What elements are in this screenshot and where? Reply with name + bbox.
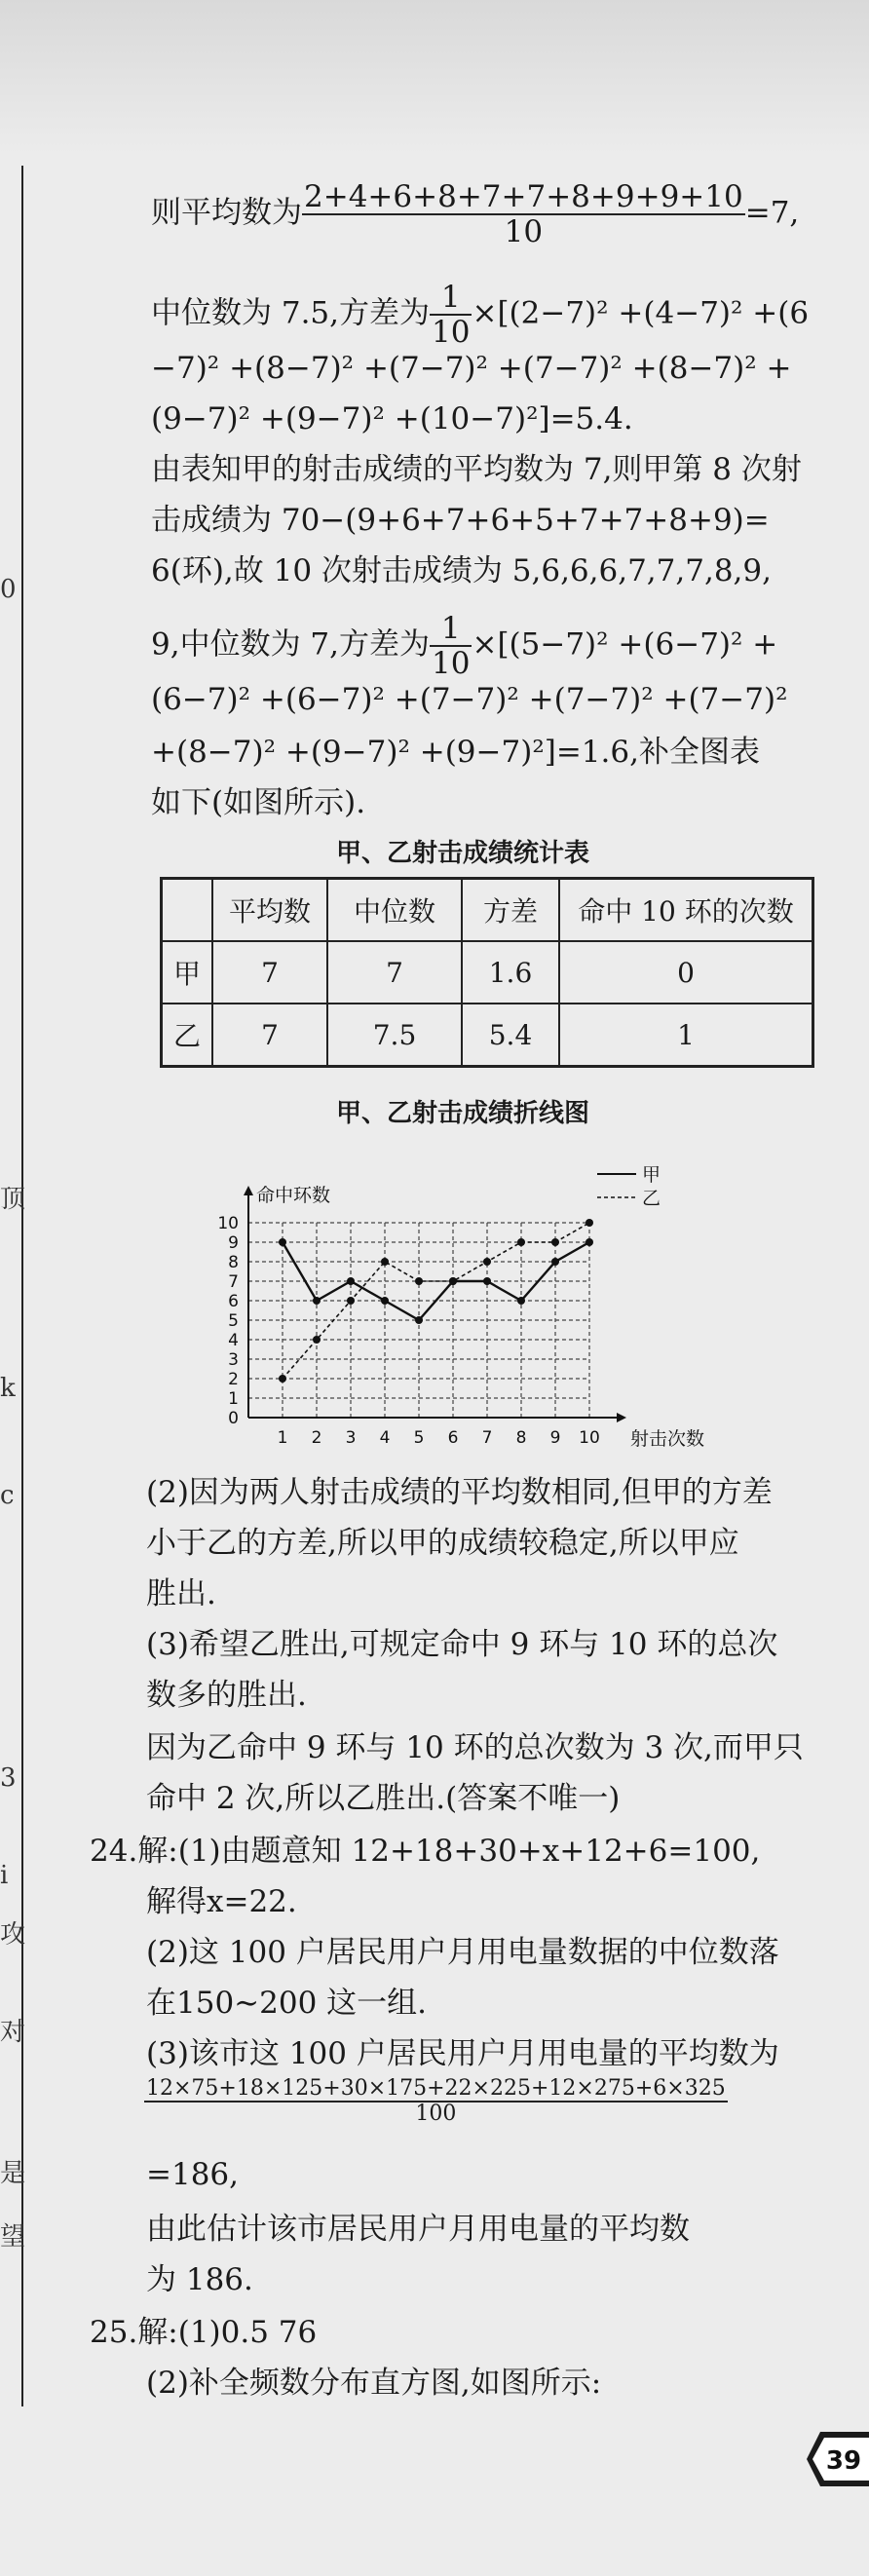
y-tick-label: 10 (217, 1214, 239, 1233)
margin-char: 是 (0, 2159, 26, 2188)
page-number: 39 (825, 2446, 862, 2476)
left-margin-rule (21, 166, 23, 2406)
text-line: (2)补全频数分布直方图,如图所示: (146, 2366, 602, 2401)
text-line: 为 186. (146, 2262, 253, 2297)
table-cell: 1.6 (462, 941, 559, 1004)
text-line: −7)² +(8−7)² +(7−7)² +(7−7)² +(8−7)² + (151, 351, 792, 386)
data-point-乙 (449, 1277, 457, 1285)
y-tick-label: 6 (228, 1292, 239, 1311)
margin-char: c (0, 1481, 15, 1510)
table-header-cell: 命中 10 环的次数 (559, 879, 813, 942)
question-25-line: 25.解:(1)0.5 76 (90, 2315, 318, 2350)
table-cell: 7 (212, 1004, 327, 1067)
text-line: 则平均数为 $\frac{2+4+6+8+7+7+8+9+9+10}{10}$ =7, (151, 179, 800, 250)
text-line: 小于乙的方差,所以甲的成绩较稳定,所以甲应 (146, 1526, 739, 1561)
margin-char: 对 (0, 2018, 26, 2047)
y-tick-label: 1 (228, 1389, 239, 1409)
margin-char: i (0, 1861, 9, 1890)
page-number-badge (807, 2430, 869, 2488)
x-tick-label: 1 (277, 1428, 288, 1448)
table-header-cell: 中位数 (327, 879, 462, 942)
data-point-乙 (586, 1219, 593, 1227)
x-tick-label: 4 (379, 1428, 391, 1448)
margin-char: 顶 (0, 1185, 26, 1214)
text-line: +(8−7)² +(9−7)² +(9−7)²]=1.6,补全图表 (151, 735, 760, 770)
text-line: 数多的胜出. (146, 1678, 307, 1713)
table-caption: 甲、乙射击成绩统计表 (336, 839, 590, 868)
text-line: 胜出. (146, 1576, 216, 1611)
margin-char: 3 (0, 1763, 17, 1793)
table-cell: 乙 (162, 1004, 213, 1067)
text-line: 6(环),故 10 次射击成绩为 5,6,6,6,7,7,7,8,9, (151, 553, 772, 588)
table-cell: 7.5 (327, 1004, 462, 1067)
table-cell: 5.4 (462, 1004, 559, 1067)
line-chart (205, 1150, 770, 1461)
table-cell: 0 (559, 941, 813, 1004)
text-line: (6−7)² +(6−7)² +(7−7)² +(7−7)² +(7−7)² (151, 682, 788, 717)
text-line: 因为乙命中 9 环与 10 环的总次数为 3 次,而甲只 (146, 1730, 804, 1765)
y-axis-arrow (244, 1186, 253, 1195)
text-line: 由表知甲的射击成绩的平均数为 7,则甲第 8 次射 (151, 452, 802, 487)
table-header-cell: 平均数 (212, 879, 327, 942)
text-line: 由此估计该市居民用户月用电量的平均数 (146, 2212, 690, 2247)
text-line: =186, (146, 2157, 239, 2192)
text-line: 命中 2 次,所以乙胜出.(答案不唯一) (146, 1781, 621, 1816)
table-cell: 7 (212, 941, 327, 1004)
x-tick-label: 9 (549, 1428, 561, 1448)
table-header-row (162, 879, 813, 942)
y-tick-label: 5 (228, 1311, 239, 1331)
x-axis-arrow (617, 1413, 626, 1422)
data-point-乙 (517, 1238, 525, 1246)
table-row (162, 941, 813, 1004)
data-point-甲 (313, 1297, 321, 1305)
fraction: $\frac{12\times 75+18\times 125+30\times 175+22\times 225+12\times 275+6\times 325}{100}$ (146, 2076, 726, 2127)
text-line: (3)该市这 100 户居民用户月用电量的平均数为 (146, 2036, 779, 2071)
table-cell: 7 (327, 941, 462, 1004)
text-line: 9,中位数为 7,方差为 $\frac{1}{10}$ ×[(5−7)² +(6−7)² + (151, 611, 778, 682)
legend-label: 甲 (642, 1164, 661, 1186)
margin-char: 攻 (0, 1920, 26, 1950)
y-tick-label: 3 (228, 1350, 239, 1370)
x-axis-label: 射击次数 (630, 1428, 705, 1450)
x-tick-label: 7 (481, 1428, 493, 1448)
margin-char: 望 (0, 2222, 26, 2252)
text-line: (2)这 100 户居民用户月用电量数据的中位数落 (146, 1935, 779, 1970)
text-line: 如下(如图所示). (151, 785, 366, 820)
data-point-乙 (279, 1375, 286, 1383)
stats-table (160, 877, 814, 1068)
text-line: 中位数为 7.5,方差为 $\frac{1}{10}$ ×[(2−7)² +(4−7)² +(6 (151, 280, 810, 351)
data-point-甲 (347, 1277, 355, 1285)
y-tick-label: 7 (228, 1272, 239, 1292)
page-top-shadow (0, 0, 869, 156)
x-tick-label: 2 (311, 1428, 322, 1448)
text-line: 解得x=22. (146, 1884, 297, 1919)
data-point-乙 (551, 1238, 559, 1246)
legend-label: 乙 (642, 1188, 661, 1209)
y-tick-label: 2 (228, 1370, 239, 1389)
y-tick-label: 8 (228, 1253, 239, 1272)
fraction: $\frac{1}{10}$ (432, 611, 471, 682)
data-point-甲 (551, 1258, 559, 1266)
data-point-甲 (483, 1277, 491, 1285)
x-tick-label: 10 (579, 1428, 600, 1448)
margin-char: 0 (0, 575, 17, 604)
table-row (162, 1004, 813, 1067)
table-cell: 甲 (162, 941, 213, 1004)
question-24-line: 24.解:(1)由题意知 12+18+30+x+12+6=100, (90, 1834, 761, 1869)
fraction: $\frac{1}{10}$ (432, 280, 471, 351)
data-point-乙 (415, 1277, 423, 1285)
table-header-cell: 方差 (462, 879, 559, 942)
text-line: (2)因为两人射击成绩的平均数相同,但甲的方差 (146, 1475, 773, 1510)
data-point-乙 (381, 1258, 389, 1266)
text-line: (3)希望乙胜出,可规定命中 9 环与 10 环的总次 (146, 1627, 778, 1662)
chart-caption: 甲、乙射击成绩折线图 (336, 1099, 590, 1128)
text-line: 击成绩为 70−(9+6+7+6+5+7+7+8+9)= (151, 503, 770, 538)
y-tick-label: 4 (228, 1331, 239, 1350)
data-point-甲 (586, 1238, 593, 1246)
data-point-甲 (279, 1238, 286, 1246)
data-point-甲 (415, 1316, 423, 1324)
data-point-乙 (483, 1258, 491, 1266)
margin-char: k (0, 1374, 16, 1403)
x-tick-label: 5 (413, 1428, 425, 1448)
text-line: (9−7)² +(9−7)² +(10−7)²]=5.4. (151, 401, 633, 436)
y-axis-label: 命中环数 (256, 1185, 331, 1206)
data-point-乙 (313, 1336, 321, 1344)
data-point-乙 (347, 1297, 355, 1305)
y-tick-label: 9 (228, 1233, 239, 1253)
y-tick-label: 0 (228, 1409, 239, 1428)
data-point-甲 (517, 1297, 525, 1305)
x-tick-label: 6 (447, 1428, 459, 1448)
fraction: $\frac{2+4+6+8+7+7+8+9+9+10}{10}$ (304, 179, 743, 250)
x-tick-label: 3 (345, 1428, 357, 1448)
table-cell: 1 (559, 1004, 813, 1067)
table-header-cell (162, 879, 213, 942)
x-tick-label: 8 (515, 1428, 527, 1448)
data-point-甲 (381, 1297, 389, 1305)
text-line: 在150∼200 这一组. (146, 1986, 428, 2021)
